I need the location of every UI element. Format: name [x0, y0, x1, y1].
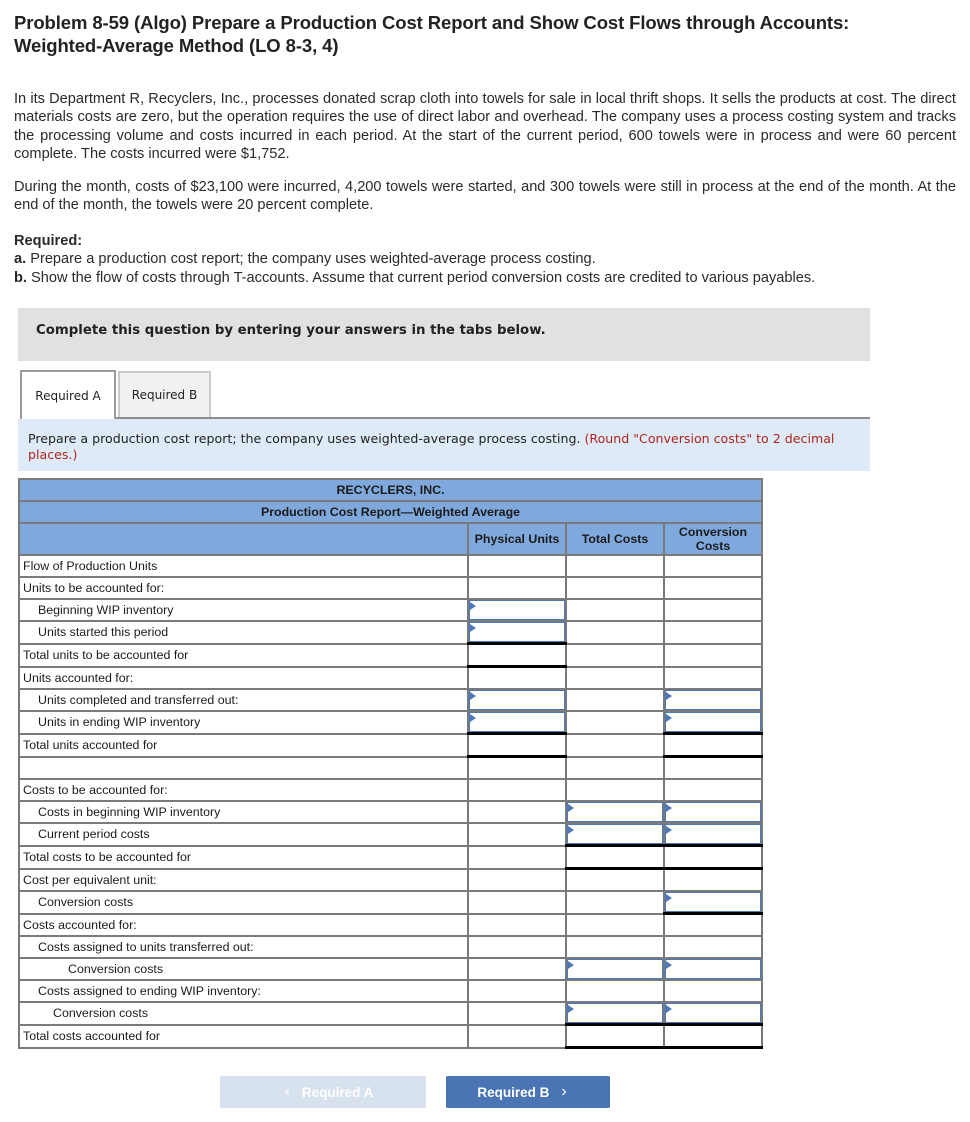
chevron-right-icon: ›: [561, 1083, 567, 1100]
report-row: [19, 958, 762, 980]
row-label: Costs assigned to units transferred out:: [19, 936, 468, 958]
row-label: Units started this period: [19, 621, 468, 644]
cell-total-costs: [566, 779, 664, 801]
cell-physical-units: [468, 958, 566, 980]
cell-total-costs: [566, 577, 664, 599]
cell-physical-units: [468, 936, 566, 958]
cell-total-costs: [566, 555, 664, 577]
row-label: Units completed and transferred out:: [19, 689, 468, 711]
tab-required-b[interactable]: Required B: [118, 371, 211, 417]
cell-physical-units[interactable]: [468, 621, 566, 644]
row-label: Costs assigned to ending WIP inventory:: [19, 980, 468, 1002]
problem-title: [14, 11, 954, 57]
cell-conversion-costs: [664, 846, 762, 869]
report-row: [19, 846, 762, 869]
report-row: [19, 644, 762, 667]
cell-conversion-costs: [664, 779, 762, 801]
row-label: Costs accounted for:: [19, 914, 468, 937]
cell-conversion-costs: [664, 621, 762, 644]
report-row: [19, 914, 762, 937]
row-label: Cost per equivalent unit:: [19, 869, 468, 892]
cell-total-costs: [566, 846, 664, 869]
cell-physical-units: [468, 980, 566, 1002]
report-row: [19, 711, 762, 734]
report-row: [19, 891, 762, 914]
row-label: Total units accounted for: [19, 734, 468, 757]
cell-physical-units[interactable]: [468, 689, 566, 711]
problem-paragraph-2: During the month, costs of $23,100 were incurred, 4,200 towels were started, and 300 towels were still in process at the end of the month. At the end of the month, the towels were 20 percent complete.: [14, 179, 956, 214]
input-conversion-costs[interactable]: [665, 1003, 761, 1023]
cell-physical-units: [468, 891, 566, 914]
required-section: [14, 232, 954, 287]
next-button-label: Required B: [477, 1084, 550, 1100]
report-row: [19, 1025, 762, 1048]
cell-conversion-costs[interactable]: [664, 1002, 762, 1025]
report-company-row: [19, 479, 762, 501]
cell-total-costs: [566, 734, 664, 757]
cell-total-costs: [566, 869, 664, 892]
required-b: [14, 269, 954, 287]
input-conversion-costs[interactable]: [665, 802, 761, 822]
instruction-rounding-note: (Round "Conversion costs" to 2 decimal places.): [28, 431, 835, 462]
row-label: Conversion costs: [19, 958, 468, 980]
cell-physical-units[interactable]: [468, 599, 566, 621]
required-b-prefix: b.: [14, 269, 27, 286]
report-row: [19, 689, 762, 711]
report-row: [19, 621, 762, 644]
cell-total-costs: [566, 689, 664, 711]
cell-total-costs[interactable]: [566, 801, 664, 823]
cell-conversion-costs: [664, 914, 762, 937]
cell-physical-units: [468, 667, 566, 690]
row-label: Beginning WIP inventory: [19, 599, 468, 621]
report-row: [19, 779, 762, 801]
required-b-text: Show the flow of costs through T-accounts. Assume that current period conversion costs are credited to various payables.: [26, 269, 816, 286]
prev-required-a-button[interactable]: [220, 1076, 426, 1108]
cell-physical-units: [468, 757, 566, 780]
column-header-total-costs: Total Costs: [566, 523, 664, 555]
cell-physical-units: [468, 869, 566, 892]
cell-physical-units[interactable]: [468, 711, 566, 734]
cell-total-costs: [566, 980, 664, 1002]
cell-total-costs[interactable]: [566, 1002, 664, 1025]
cell-physical-units: [468, 644, 566, 667]
cell-total-costs: [566, 757, 664, 780]
cell-conversion-costs[interactable]: [664, 823, 762, 846]
report-row: [19, 757, 762, 780]
input-physical-units[interactable]: [469, 622, 565, 642]
row-label: Units accounted for:: [19, 667, 468, 690]
instructions-banner-text: Complete this question by entering your answers in the tabs below.: [36, 323, 546, 338]
next-required-b-button[interactable]: [446, 1076, 610, 1108]
report-row: [19, 801, 762, 823]
input-physical-units[interactable]: [469, 712, 565, 732]
row-label: Total units to be accounted for: [19, 644, 468, 667]
report-row: [19, 577, 762, 599]
cell-total-costs: [566, 1025, 664, 1048]
cell-total-costs: [566, 667, 664, 690]
required-a: [14, 250, 954, 268]
instructions-banner: [18, 308, 870, 361]
cell-physical-units: [468, 1002, 566, 1025]
cell-conversion-costs[interactable]: [664, 801, 762, 823]
cell-physical-units: [468, 555, 566, 577]
cell-conversion-costs[interactable]: [664, 689, 762, 711]
tab-required-a[interactable]: Required A: [20, 370, 116, 420]
cell-total-costs: [566, 644, 664, 667]
report-body: [19, 555, 762, 1048]
row-label: Total costs accounted for: [19, 1025, 468, 1048]
tab-instruction: [18, 419, 870, 471]
row-label: [19, 757, 468, 780]
column-header-physical-units: Physical Units: [468, 523, 566, 555]
report-row: [19, 1002, 762, 1025]
input-conversion-costs[interactable]: [665, 690, 761, 710]
problem-paragraph-1: In its Department R, Recyclers, Inc., processes donated scrap cloth into towels for sale in local thrift shops. It sells the products at cost. The direct materials costs are zero, but the operation requires the use of direct labor and overhead. The company uses a process costing system and tracks the processing volume and costs incurred in each period. At the start of the current period, 600 towels were in process and were 60 percent complete. The costs incurred were $1,752.: [14, 91, 956, 162]
report-row: [19, 980, 762, 1002]
row-label: Conversion costs: [19, 1002, 468, 1025]
problem-title-line1: Problem 8-59 (Algo) Prepare a Production Cost Report and Show Cost Flows through Accounts:: [14, 12, 850, 33]
input-total-costs[interactable]: [567, 824, 663, 844]
cell-conversion-costs[interactable]: [664, 711, 762, 734]
input-conversion-costs[interactable]: [665, 824, 761, 844]
report-row: [19, 599, 762, 621]
report-row: [19, 555, 762, 577]
required-a-text: Prepare a production cost report; the company uses weighted-average process costing.: [26, 251, 596, 268]
input-total-costs[interactable]: [567, 802, 663, 822]
row-label: Total costs to be accounted for: [19, 846, 468, 869]
cell-total-costs: [566, 891, 664, 914]
cell-conversion-costs: [664, 644, 762, 667]
cell-physical-units: [468, 914, 566, 937]
input-physical-units[interactable]: [469, 690, 565, 710]
report-row: [19, 936, 762, 958]
row-label: Costs in beginning WIP inventory: [19, 801, 468, 823]
cell-physical-units: [468, 734, 566, 757]
cell-conversion-costs: [664, 869, 762, 892]
cell-conversion-costs: [664, 936, 762, 958]
report-column-header-row: [19, 523, 762, 555]
input-physical-units[interactable]: [469, 600, 565, 620]
chevron-left-icon: ‹: [284, 1083, 290, 1100]
row-label: Flow of Production Units: [19, 555, 468, 577]
row-label: Units to be accounted for:: [19, 577, 468, 599]
report-row: [19, 734, 762, 757]
row-label: Current period costs: [19, 823, 468, 846]
cell-conversion-costs: [664, 1025, 762, 1048]
cell-physical-units: [468, 779, 566, 801]
input-conversion-costs[interactable]: [665, 959, 761, 979]
cell-conversion-costs: [664, 555, 762, 577]
input-total-costs[interactable]: [567, 1003, 663, 1023]
report-row: [19, 823, 762, 846]
cell-conversion-costs: [664, 734, 762, 757]
input-total-costs[interactable]: [567, 959, 663, 979]
cell-physical-units: [468, 801, 566, 823]
row-label: Costs to be accounted for:: [19, 779, 468, 801]
instruction-text: Prepare a production cost report; the company uses weighted-average process costing.: [28, 431, 585, 446]
cell-total-costs[interactable]: [566, 823, 664, 846]
report-row: [19, 869, 762, 892]
prev-button-label: Required A: [301, 1084, 374, 1100]
input-conversion-costs[interactable]: [665, 892, 761, 912]
cell-total-costs: [566, 711, 664, 734]
cell-conversion-costs: [664, 757, 762, 780]
cell-conversion-costs: [664, 577, 762, 599]
cell-physical-units: [468, 823, 566, 846]
cell-total-costs: [566, 936, 664, 958]
report-company-name: RECYCLERS, INC.: [19, 479, 762, 501]
cell-conversion-costs[interactable]: [664, 958, 762, 980]
cell-conversion-costs: [664, 667, 762, 690]
cell-conversion-costs: [664, 980, 762, 1002]
report-title-row: [19, 501, 762, 523]
column-header-conversion-costs: Conversion Costs: [664, 523, 762, 555]
column-header-label: [19, 523, 468, 555]
cell-conversion-costs[interactable]: [664, 891, 762, 914]
cell-conversion-costs: [664, 599, 762, 621]
production-cost-report-table: [18, 478, 763, 1049]
row-label: Units in ending WIP inventory: [19, 711, 468, 734]
cell-physical-units: [468, 846, 566, 869]
input-conversion-costs[interactable]: [665, 712, 761, 732]
required-a-prefix: a.: [14, 251, 27, 268]
cell-physical-units: [468, 577, 566, 599]
report-title: Production Cost Report—Weighted Average: [19, 501, 762, 523]
row-label: Conversion costs: [19, 891, 468, 914]
required-heading: Required:: [14, 233, 83, 249]
cell-total-costs: [566, 621, 664, 644]
cell-physical-units: [468, 1025, 566, 1048]
cell-total-costs: [566, 599, 664, 621]
report-row: [19, 667, 762, 690]
cell-total-costs[interactable]: [566, 958, 664, 980]
cell-total-costs: [566, 914, 664, 937]
problem-title-line2: Weighted-Average Method (LO 8-3, 4): [14, 35, 339, 56]
